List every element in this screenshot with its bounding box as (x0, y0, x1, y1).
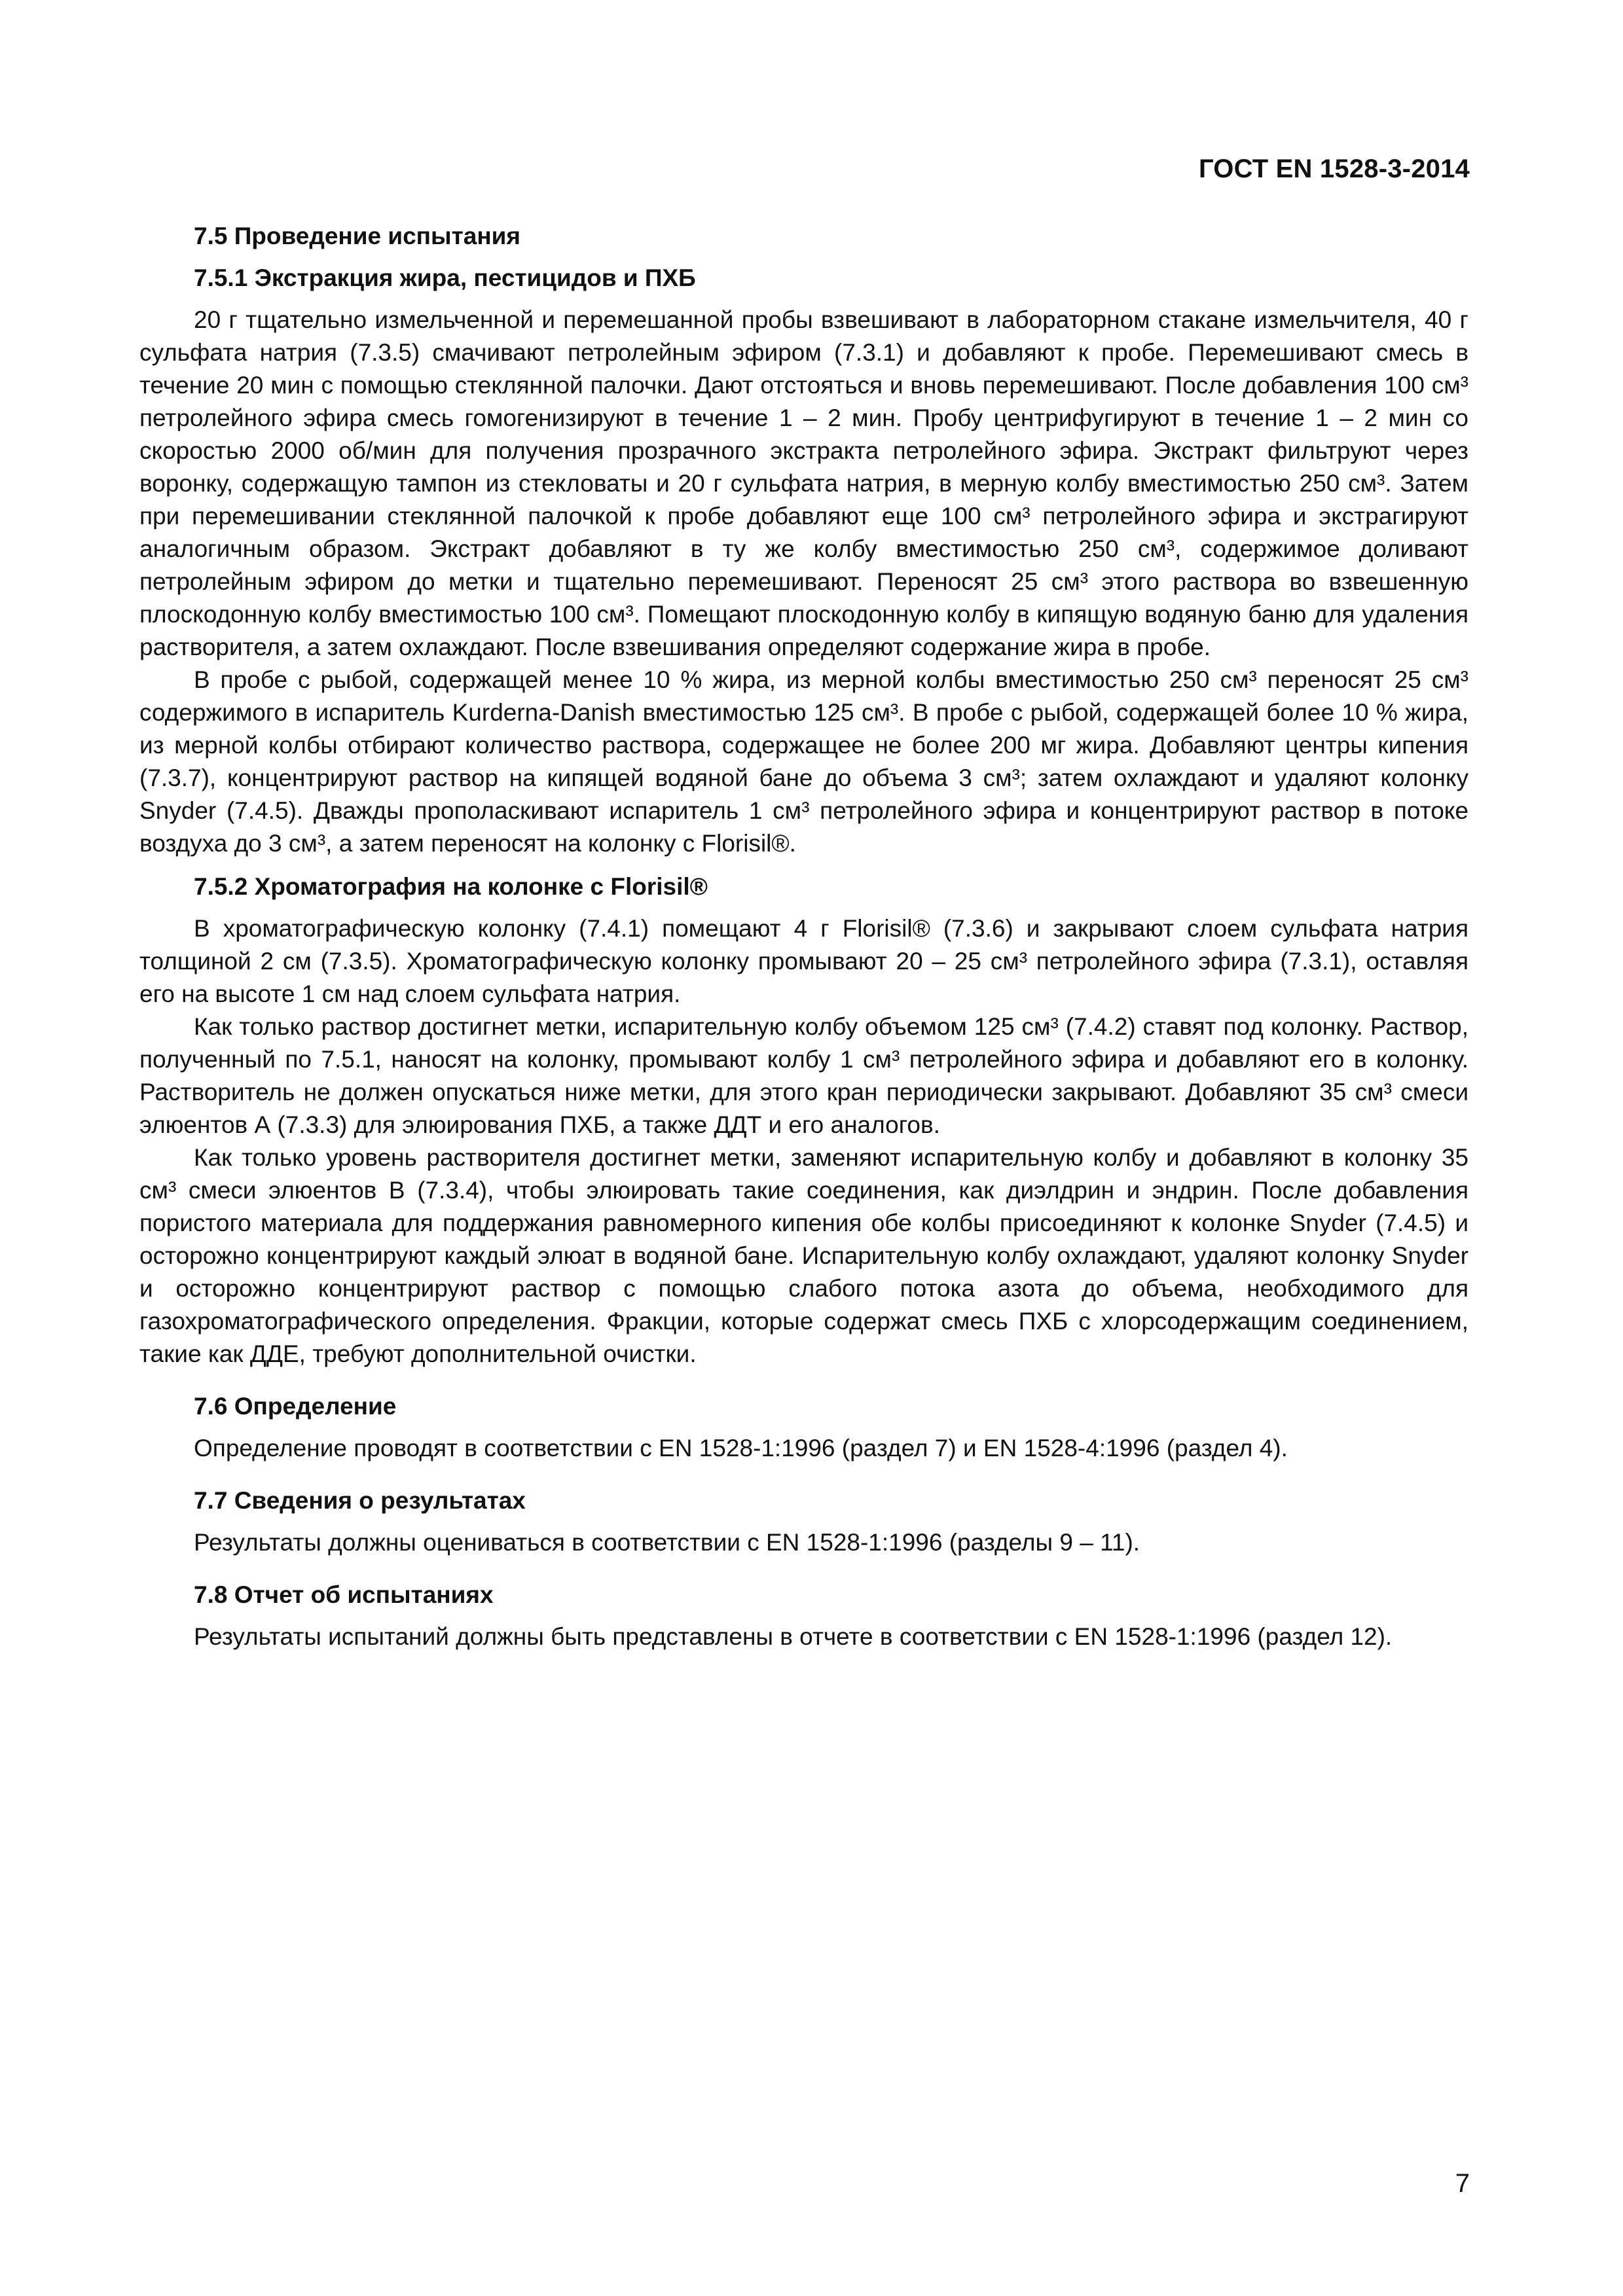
section-7-5-2-heading: 7.5.2 Хроматография на колонке с Florisil® (194, 873, 708, 900)
section-7-6-heading: 7.6 Определение (194, 1393, 397, 1420)
section-7-5-2-paragraph-2: Как только раствор достигнет метки, испарительную колбу объемом 125 см³ (7.4.2) ставят под колонку. Раствор, полученный по 7.5.1, наносят на колонку, промывают колбу 1 см³ петролейного эфира и добавляют его в колонку. Растворитель не должен опускаться ниже метки, для этого кран периодически закрывают. Добавляют 35 см³ смеси элюентов А (7.3.3) для элюирования ПХБ, а также ДДТ и его аналогов. (139, 1013, 1468, 1138)
section-7-7-paragraph: Результаты должны оцениваться в соответствии с EN 1528-1:1996 (разделы 9 – 11). (194, 1529, 1140, 1556)
section-7-5-1-heading: 7.5.1 Экстракция жира, пестицидов и ПХБ (194, 264, 696, 291)
section-7-5-2-paragraph-1: В хроматографическую колонку (7.4.1) помещают 4 г Florisil® (7.3.6) и закрывают слоем сульфата натрия толщиной 2 см (7.3.5). Хроматографическую колонку промывают 20 – 25 см³ петролейного эфира (7.3.1), оставляя его на высоте 1 см над слоем сульфата натрия. (139, 915, 1468, 1007)
section-7-8-heading: 7.8 Отчет об испытаниях (194, 1581, 494, 1608)
section-7-6-paragraph: Определение проводят в соответствии с EN 1528-1:1996 (раздел 7) и EN 1528-4:1996 (раздел 4). (194, 1435, 1288, 1462)
document-code: ГОСТ EN 1528-3-2014 (1198, 154, 1470, 183)
section-7-7-heading: 7.7 Сведения о результатах (194, 1487, 526, 1514)
section-7-8-paragraph: Результаты испытаний должны быть представлены в отчете в соответствии с EN 1528-1:1996 (раздел 12). (194, 1623, 1393, 1650)
section-7-5-1-paragraph-2: В пробе с рыбой, содержащей менее 10 % жира, из мерной колбы вместимостью 250 см³ переносят 25 см³ содержимого в испаритель Kurderna-Danish вместимостью 125 см³. В пробе с рыбой, содержащей более 10 % жира, из мерной колбы отбирают количество раствора, содержащее не более 200 мг жира. Добавляют центры кипения (7.3.7), концентрируют раствор на кипящей водяной бане до объема 3 см³; затем охлаждают и удаляют колонку Snyder (7.4.5). Дважды прополаскивают испаритель 1 см³ петролейного эфира и концентрируют раствор в потоке воздуха до 3 см³, а затем переносят на колонку с Florisil®. (139, 666, 1468, 857)
section-7-5-1-paragraph-1: 20 г тщательно измельченной и перемешанной пробы взвешивают в лабораторном стакане измельчителя, 40 г сульфата натрия (7.3.5) смачивают петролейным эфиром (7.3.1) и добавляют к пробе. Перемешивают смесь в течение 20 мин с помощью стеклянной палочки. Дают отстояться и вновь перемешивают. После добавления 100 см³ петролейного эфира смесь гомогенизируют в течение 1 – 2 мин. Пробу центрифугируют в течение 1 – 2 мин со скоростью 2000 об/мин для получения прозрачного экстракта петролейного эфира. Экстракт фильтруют через воронку, содержащую тампон из стекловаты и 20 г сульфата натрия, в мерную колбу вместимостью 250 см³. Затем при перемешивании стеклянной палочкой к пробе добавляют еще 100 см³ петролейного эфира и экстрагируют аналогичным образом. Экстракт добавляют в ту же колбу вместимостью 250 см³, содержимое доливают петролейным эфиром до метки и тщательно перемешивают. Переносят 25 см³ этого раствора во взвешенную плоскодонную колбу вместимостью 100 см³. Помещают плоскодонную колбу в кипящую водяную баню для удаления растворителя, а затем охлаждают. После взвешивания определяют содержание жира в пробе. (139, 306, 1468, 660)
section-7-5-2-paragraph-3: Как только уровень растворителя достигнет метки, заменяют испарительную колбу и добавляют в колонку 35 см³ смеси элюентов В (7.3.4), чтобы элюировать такие соединения, как диэлдрин и эндрин. После добавления пористого материала для поддержания равномерного кипения обе колбы присоединяют к колонке Snyder (7.4.5) и осторожно концентрируют каждый элюат в водяной бане. Испарительную колбу охлаждают, удаляют колонку Snyder и осторожно концентрируют раствор с помощью слабого потока азота до объема, необходимого для газохроматографического определения. Фракции, которые содержат смесь ПХБ с хлорсодержащим соединением, такие как ДДЕ, требуют дополнительной очистки. (139, 1144, 1468, 1367)
page-number: 7 (1455, 2169, 1470, 2198)
section-7-5-heading: 7.5 Проведение испытания (194, 223, 521, 249)
document-body (139, 220, 1468, 1653)
